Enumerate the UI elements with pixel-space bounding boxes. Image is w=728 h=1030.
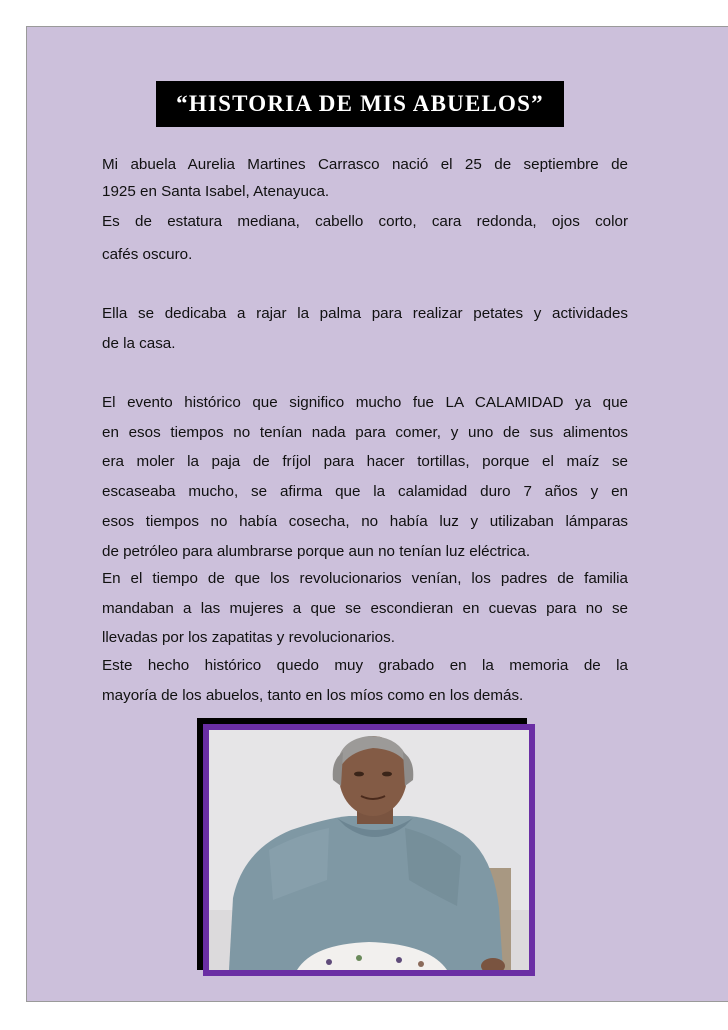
paragraph-line: en esos tiempos no tenían nada para comer, y uno de sus alimentos (102, 424, 628, 441)
paragraph-line: Es de estatura mediana, cabello corto, cara redonda, ojos color (102, 213, 628, 230)
paragraph-line: escaseaba mucho, se afirma que la calamidad duro 7 años y en (102, 483, 628, 500)
grandmother-photo (209, 730, 529, 970)
paragraph-line: mayoría de los abuelos, tanto en los míos como en los demás. (102, 687, 524, 704)
paragraph-line: El evento histórico que significo mucho fue LA CALAMIDAD ya que (102, 394, 628, 411)
paragraph-line: llevadas por los zapatitas y revolucionarios. (102, 629, 395, 646)
portrait-illustration (209, 730, 529, 970)
paragraph-line: En el tiempo de que los revolucionarios venían, los padres de familia (102, 570, 628, 587)
paragraph-line: Este hecho histórico quedo muy grabado en la memoria de la (102, 657, 628, 674)
paragraph-line: 1925 en Santa Isabel, Atenayuca. (102, 183, 330, 200)
paragraph-line: mandaban a las mujeres a que se escondieran en cuevas para no se (102, 600, 628, 617)
document-title: “HISTORIA DE MIS ABUELOS” (156, 81, 564, 127)
paragraph-line: era moler la paja de fríjol para hacer tortillas, porque el maíz se (102, 453, 628, 470)
paragraph-line: cafés oscuro. (102, 246, 193, 263)
paragraph-line: Mi abuela Aurelia Martines Carrasco nació el 25 de septiembre de (102, 156, 628, 173)
paragraph-line: de petróleo para alumbrarse porque aun no tenían luz eléctrica. (102, 543, 531, 560)
paragraph-line: Ella se dedicaba a rajar la palma para realizar petates y actividades (102, 305, 628, 322)
photo-frame (203, 724, 535, 976)
paragraph-line: esos tiempos no había cosecha, no había luz y utilizaban lámparas (102, 513, 628, 530)
paragraph-line: de la casa. (102, 335, 176, 352)
